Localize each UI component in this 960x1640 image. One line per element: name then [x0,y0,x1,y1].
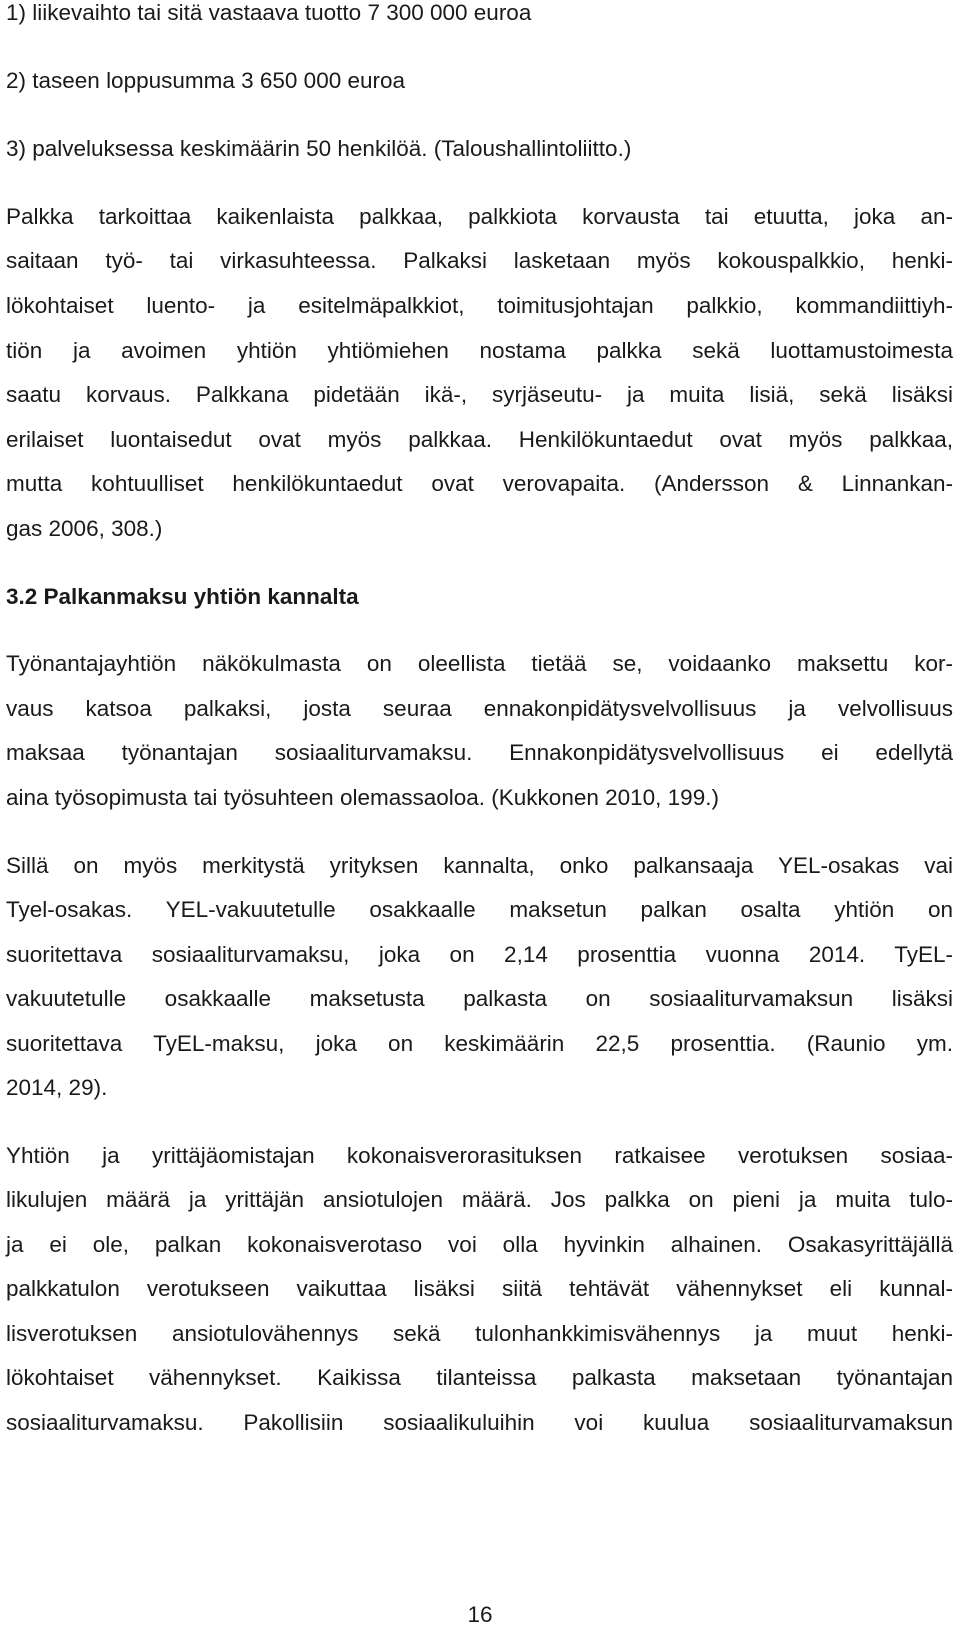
paragraph-line: suoritettava sosiaaliturvamaksu, joka on 2,14 prosenttia vuonna 2014. TyEL- [6,942,953,967]
paragraph-line: Työnantajayhtiön näkökulmasta on oleellista tietää se, voidaanko maksettu kor- [6,651,953,676]
paragraph-line: lisverotuksen ansiotulovähennys sekä tulonhankkimisvähennys ja muut henki- [6,1321,953,1346]
paragraph-line: tiön ja avoimen yhtiön yhtiömiehen nostama palkka sekä luottamustoimesta [6,338,953,363]
paragraph-line: saitaan työ- tai virkasuhteessa. Palkaksi lasketaan myös kokouspalkkio, henki- [6,248,953,273]
paragraph-line: Sillä on myös merkitystä yrityksen kannalta, onko palkansaaja YEL-osakas vai [6,853,953,878]
paragraph-line: vakuutetulle osakkaalle maksetusta palkasta on sosiaaliturvamaksun lisäksi [6,986,953,1011]
paragraph-line: lökohtaiset luento- ja esitelmäpalkkiot, toimitusjohtajan palkkio, kommandiittiyh- [6,293,953,318]
list-item: 3) palveluksessa keskimäärin 50 henkilöä. (Taloushallintoliitto.) [6,136,632,161]
paragraph-line: erilaiset luontaisedut ovat myös palkkaa. Henkilökuntaedut ovat myös palkkaa, [6,427,953,452]
paragraph-line: Tyel-osakas. YEL-vakuutetulle osakkaalle maksetun palkan osalta yhtiön on [6,897,953,922]
paragraph-line: Yhtiön ja yrittäjäomistajan kokonaisverorasituksen ratkaisee verotuksen sosiaa- [6,1143,953,1168]
paragraph-line: palkkatulon verotukseen vaikuttaa lisäksi siitä tehtävät vähennykset eli kunnal- [6,1276,953,1301]
paragraph-line: maksaa työnantajan sosiaaliturvamaksu. Ennakonpidätysvelvollisuus ei edellytä [6,740,953,765]
section-heading: 3.2 Palkanmaksu yhtiön kannalta [6,584,359,609]
paragraph-line: aina työsopimusta tai työsuhteen olemassaoloa. (Kukkonen 2010, 199.) [6,785,719,810]
document-page [6,0,953,1640]
paragraph-line: lökohtaiset vähennykset. Kaikissa tilanteissa palkasta maksetaan työnantajan [6,1365,953,1390]
paragraph-line: gas 2006, 308.) [6,516,163,541]
page-number: 16 [467,1602,493,1627]
list-item: 2) taseen loppusumma 3 650 000 euroa [6,68,406,93]
paragraph-line: vaus katsoa palkaksi, josta seuraa ennakonpidätysvelvollisuus ja velvollisuus [6,696,953,721]
paragraph-line: suoritettava TyEL-maksu, joka on keskimäärin 22,5 prosenttia. (Raunio ym. [6,1031,953,1056]
paragraph-line: likulujen määrä ja yrittäjän ansiotulojen määrä. Jos palkka on pieni ja muita tulo- [6,1187,953,1212]
paragraph-line: 2014, 29). [6,1075,108,1100]
paragraph-line: mutta kohtuulliset henkilökuntaedut ovat verovapaita. (Andersson & Linnankan- [6,471,953,496]
paragraph-line: sosiaaliturvamaksu. Pakollisiin sosiaalikuluihin voi kuulua sosiaaliturvamaksun [6,1410,953,1435]
paragraph-line: Palkka tarkoittaa kaikenlaista palkkaa, palkkiota korvausta tai etuutta, joka an- [6,204,953,229]
list-item: 1) liikevaihto tai sitä vastaava tuotto 7 300 000 euroa [6,0,532,25]
paragraph-line: saatu korvaus. Palkkana pidetään ikä-, syrjäseutu- ja muita lisiä, sekä lisäksi [6,382,953,407]
paragraph-line: ja ei ole, palkan kokonaisverotaso voi olla hyvinkin alhainen. Osakasyrittäjällä [6,1232,953,1257]
